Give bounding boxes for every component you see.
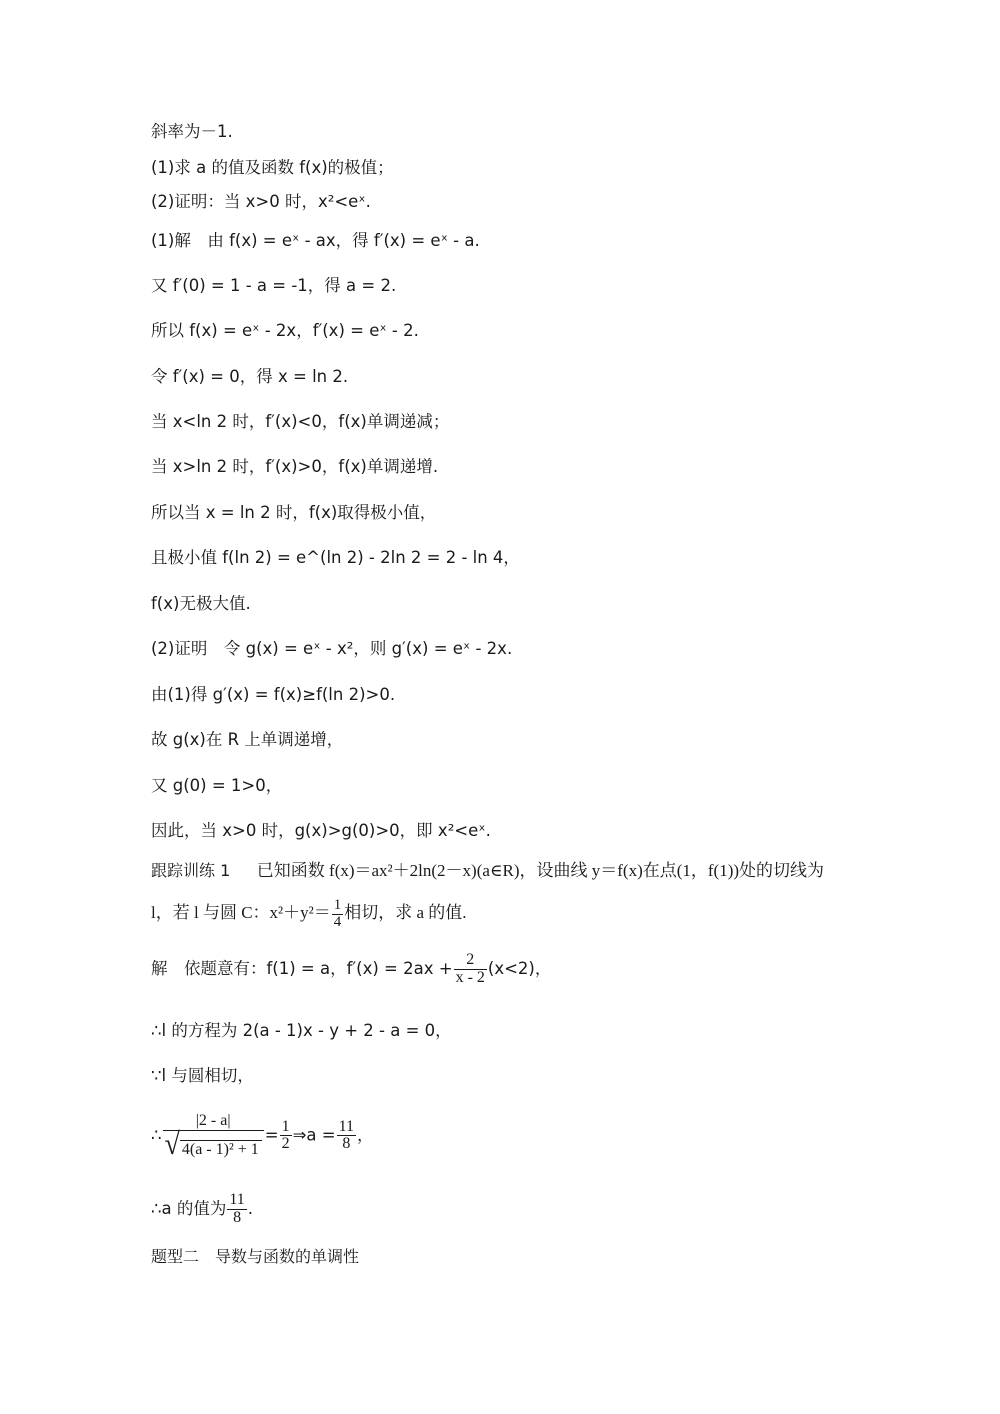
solution-line: 当 x>ln 2 时，f′(x)>0，f(x)单调递增. (151, 457, 439, 476)
exercise-solution-line (151, 952, 551, 987)
fraction-denominator: 2 (281, 1135, 290, 1153)
exercise-text: 已知函数 f(x)＝ax²＋2ln(2－x)(a∈R)，设曲线 y＝f(x)在点(1，f(1))处的切线为 (256, 861, 825, 880)
proof-line: (2)证明 令 g(x) = eˣ - x²，则 g′(x) = eˣ - 2x. (151, 639, 513, 658)
exercise-text: l，若 l 与圆 C：x²＋y²＝ (151, 903, 331, 923)
solution-line: 所以 f(x) = eˣ - 2x，f′(x) = eˣ - 2. (151, 321, 419, 340)
sqrt-icon: √ (164, 1127, 180, 1162)
exercise-text: 相切，求 a 的值. (344, 903, 467, 923)
punctuation: ， (357, 1125, 374, 1145)
proof-line: 又 g(0) = 1>0， (151, 776, 283, 795)
exercise-statement-line-1 (151, 860, 824, 882)
fraction (454, 952, 487, 987)
fraction (280, 1119, 292, 1154)
sqrt (164, 1127, 262, 1162)
punctuation: . (247, 1198, 254, 1218)
fraction-denominator: 8 (342, 1135, 351, 1153)
fraction (337, 1119, 356, 1154)
therefore-symbol: ∴ (151, 1125, 162, 1145)
exercise-solution-line (151, 1192, 253, 1227)
fraction-denominator (163, 1127, 264, 1162)
solution-line: (1)解 由 f(x) = eˣ - ax，得 f′(x) = eˣ - a. (151, 231, 480, 250)
fraction-denominator: 8 (233, 1208, 242, 1226)
exercise-solution-line (151, 1112, 374, 1162)
solution-line: 当 x<ln 2 时，f′(x)<0，f(x)单调递减； (151, 412, 450, 431)
fraction-numerator: |2 - a| (163, 1113, 264, 1131)
solution-text: 解 依题意有：f(1) = a，f′(x) = 2ax + (151, 958, 453, 978)
proof-line: 故 g(x)在 R 上单调递增， (151, 730, 344, 749)
fraction-denominator: x - 2 (455, 968, 485, 986)
fraction-numerator: 11 (229, 1191, 245, 1208)
equals-sign: = (264, 1125, 279, 1145)
fraction (227, 1192, 246, 1227)
section-heading: 题型二 导数与函数的单调性 (151, 1247, 360, 1266)
fraction-numerator: 11 (338, 1117, 355, 1135)
question-part-2: (2)证明：当 x>0 时，x²<eˣ. (151, 192, 371, 211)
proof-line: 因此，当 x>0 时，g(x)>g(0)>0，即 x²<eˣ. (151, 821, 491, 840)
exercise-label: 跟踪训练 1 (151, 861, 231, 880)
fraction-numerator: 1 (281, 1117, 290, 1135)
fraction-denominator: 4 (333, 913, 342, 930)
fraction-numerator: 1 (333, 897, 342, 913)
solution-text: (x<2)， (487, 958, 552, 978)
text-line: 斜率为－1. (151, 122, 233, 141)
solution-line: f(x)无极大值. (151, 594, 251, 613)
sqrt-radicand: 4(a - 1)² + 1 (180, 1140, 262, 1159)
exercise-solution-line: ∵l 与圆相切， (151, 1066, 254, 1085)
exercise-solution-line: ∴l 的方程为 2(a - 1)x - y + 2 - a = 0， (151, 1021, 452, 1040)
solution-text: ∴a 的值为 (151, 1198, 227, 1218)
question-part-1: (1)求 a 的值及函数 f(x)的极值； (151, 158, 394, 177)
distance-fraction (163, 1112, 264, 1162)
solution-line: 所以当 x = ln 2 时，f(x)取得极小值， (151, 503, 437, 522)
fraction-numerator: 2 (454, 952, 487, 970)
proof-line: 由(1)得 g′(x) = f(x)≥f(ln 2)>0. (151, 685, 396, 704)
solution-line: 且极小值 f(ln 2) = e^(ln 2) - 2ln 2 = 2 - ln 4， (151, 548, 520, 567)
exercise-statement-line-2 (151, 898, 467, 931)
solution-line: 令 f′(x) = 0，得 x = ln 2. (151, 367, 349, 386)
implies-text: ⇒a = (292, 1125, 336, 1145)
fraction (332, 898, 344, 931)
solution-line: 又 f′(0) = 1 - a = -1，得 a = 2. (151, 276, 397, 295)
